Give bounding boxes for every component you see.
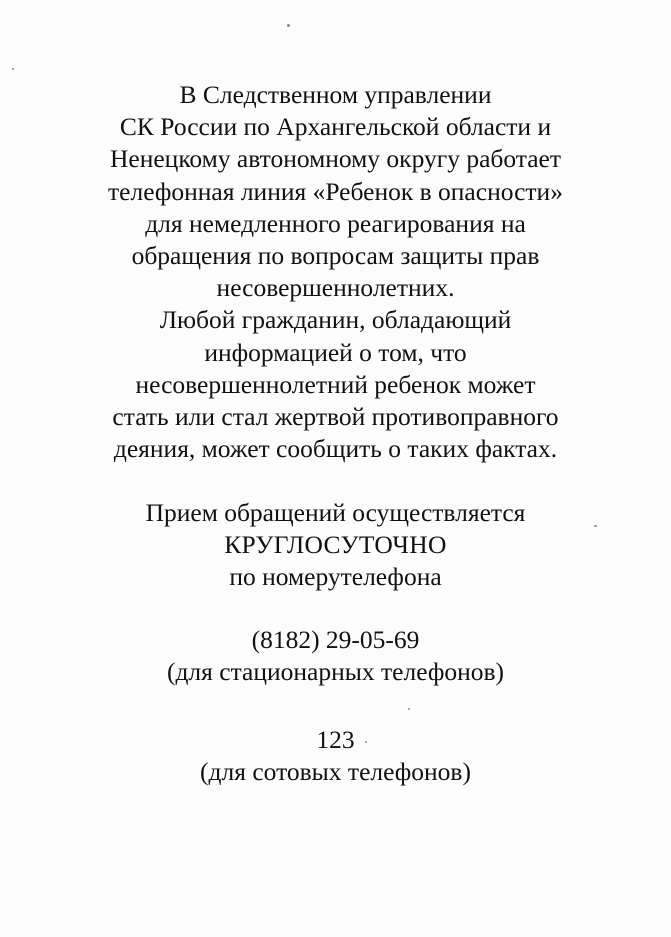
reception-line-3: по номерутелефона xyxy=(229,562,442,592)
paragraph2-line-1: Любой гражданин, обладающий xyxy=(159,305,512,335)
paragraph1-line-4: телефонная линия «Ребенок в опасности» xyxy=(108,176,563,206)
landline-note: (для стационарных телефонов) xyxy=(166,657,505,687)
mobile-note: (для сотовых телефонов) xyxy=(200,757,471,787)
landline-number: (8182) 29-05-69 xyxy=(251,625,420,654)
paragraph2-line-4: стать или стал жертвой противоправного xyxy=(112,402,559,432)
paragraph1-line-6: обращения по вопросам защиты прав xyxy=(131,241,540,271)
paragraph1-line-7: несовершеннолетних. xyxy=(216,273,455,303)
notice-main-text xyxy=(0,79,671,465)
paragraph1-line-3: Ненецкому автономному округу работает xyxy=(109,144,562,174)
paragraph2-line-2: информацией о том, что xyxy=(204,337,467,367)
mobile-block xyxy=(0,724,671,788)
paragraph1-line-5: для немедленного реагирования на xyxy=(145,208,526,238)
reception-hours: КРУГЛОСУТОЧНО xyxy=(224,530,447,560)
scan-speck xyxy=(287,24,290,27)
paragraph1-line-1: В Следственном управлении xyxy=(179,80,492,109)
mobile-number: 123 xyxy=(316,725,355,754)
paragraph2-line-5: деяния, может сообщить о таких фактах. xyxy=(113,434,558,464)
landline-block xyxy=(0,624,671,688)
reception-block xyxy=(0,497,671,594)
scan-speck xyxy=(408,708,410,710)
scan-speck xyxy=(12,68,14,70)
reception-line-1: Прием обращений осуществляется xyxy=(145,498,526,527)
paragraph2-line-3: несовершеннолетний ребенок может xyxy=(135,369,536,399)
paragraph1-line-2: СК России по Архангельской области и xyxy=(119,112,552,142)
